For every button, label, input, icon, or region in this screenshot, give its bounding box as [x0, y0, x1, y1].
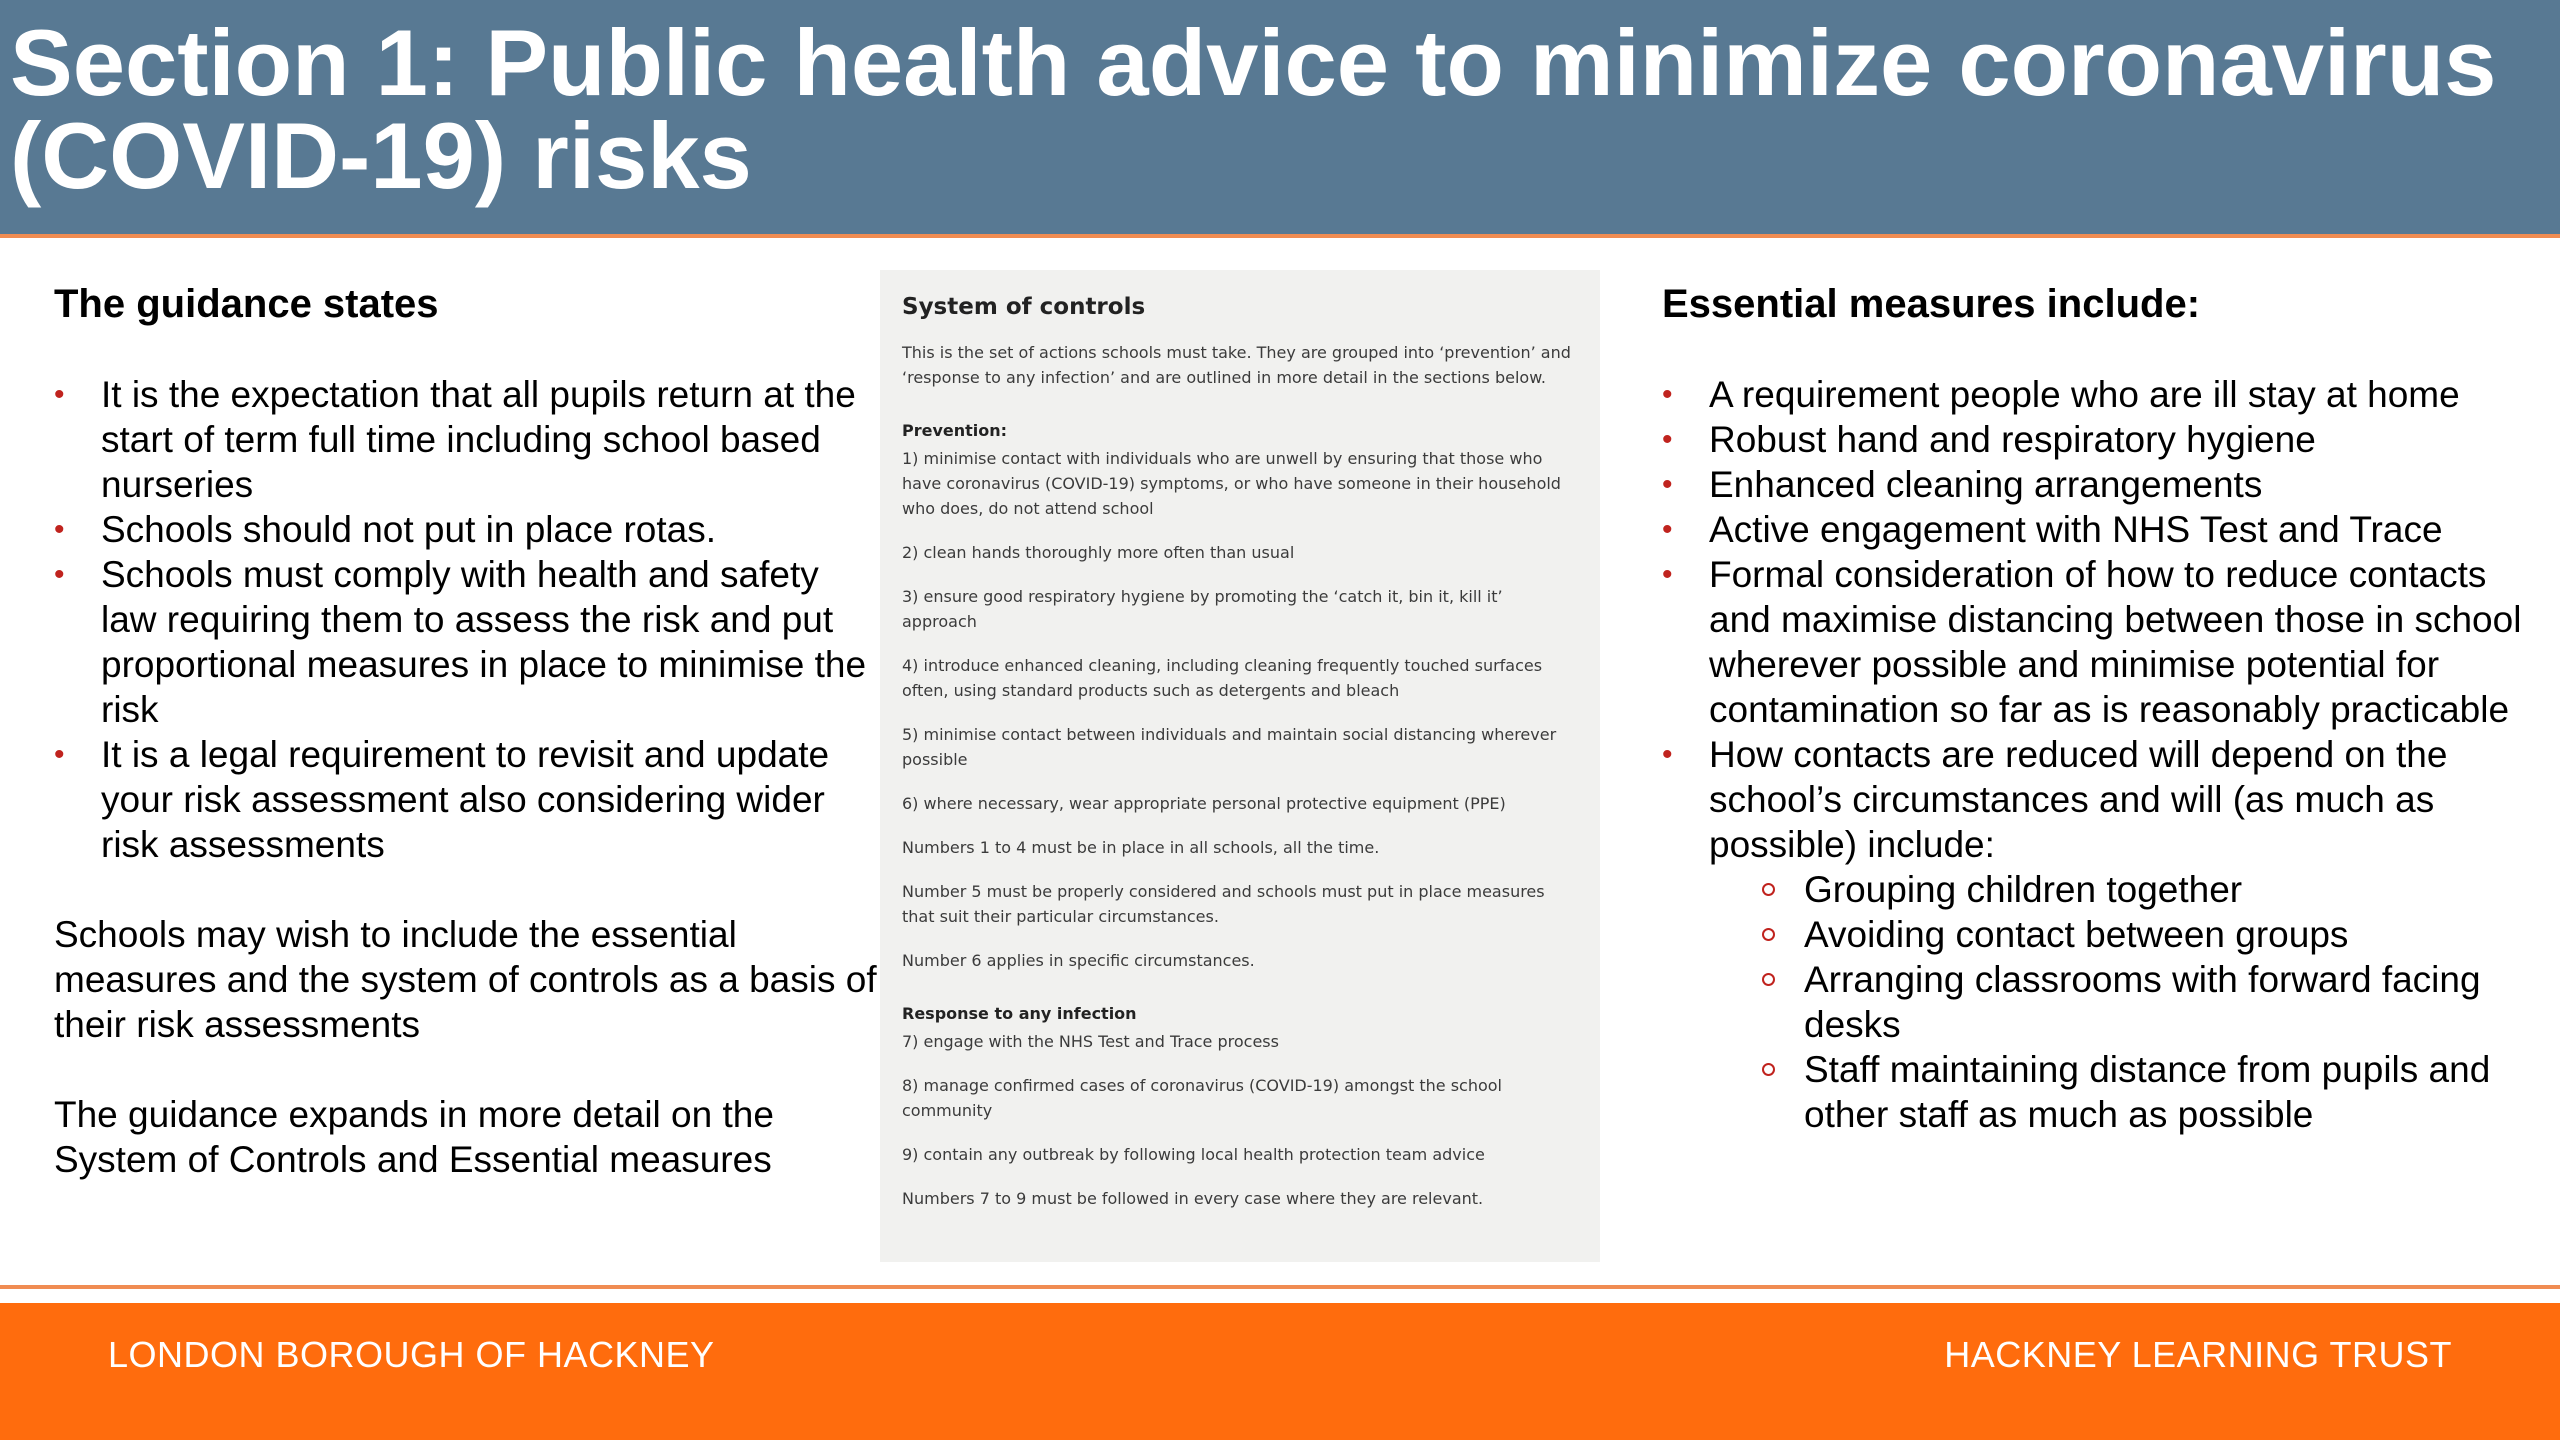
contact-reduction-list — [1709, 867, 2522, 1137]
header-bar — [0, 0, 2560, 234]
list-item — [54, 732, 884, 867]
essential-measures-list — [1662, 372, 2522, 1137]
response-heading: Response to any infection — [902, 1004, 1137, 1023]
list-item-text: Schools should not put in place rotas. — [101, 509, 716, 550]
sub-list-item-text: Grouping children together — [1804, 869, 2243, 910]
header-divider — [0, 234, 2560, 238]
panel-content — [902, 292, 1582, 1230]
list-item-text: Schools must comply with health and safety law requiring them to assess the risk and put proportional measures in place to minimise the risk — [101, 554, 867, 730]
footer-divider — [0, 1285, 2560, 1289]
list-item-text: Active engagement with NHS Test and Trace — [1709, 509, 2443, 550]
list-item-text: How contacts are reduced will depend on the school’s circumstances and will (as much as possible) include: — [1709, 734, 2448, 865]
list-item — [1662, 372, 2522, 417]
circle-bullet-icon — [1762, 973, 1775, 986]
circle-bullet-icon — [1762, 1063, 1775, 1076]
essential-measures-column — [1662, 276, 2522, 1137]
bullet-icon: • — [1662, 558, 1673, 591]
sub-list-item — [1804, 867, 2522, 912]
footer-council-name: LONDON BOROUGH OF HACKNEY — [108, 1334, 715, 1375]
list-item — [54, 552, 884, 732]
sub-list-item-text: Staff maintaining distance from pupils and other staff as much as possible — [1804, 1049, 2491, 1135]
response-note: Numbers 7 to 9 must be followed in every case where they are relevant. — [902, 1189, 1484, 1208]
prevention-note: Numbers 1 to 4 must be in place in all schools, all the time. — [902, 838, 1380, 857]
list-item — [1662, 417, 2522, 462]
guidance-column — [54, 276, 884, 1182]
panel-title: System of controls — [902, 294, 1146, 320]
list-item — [1662, 462, 2522, 507]
bullet-icon: • — [54, 513, 65, 546]
guidance-heading: The guidance states — [54, 282, 439, 326]
list-item-text: It is the expectation that all pupils return at the start of term full time including school based nurseries — [101, 374, 856, 505]
list-item — [54, 507, 884, 552]
panel-intro: This is the set of actions schools must take. They are grouped into ‘prevention’ and ‘response to any infection’ and are outlined in more detail in the sections below. — [902, 343, 1571, 387]
guidance-list — [54, 372, 884, 867]
prevention-note: Number 5 must be properly considered and schools must put in place measures that suit their particular circumstances. — [902, 882, 1545, 926]
list-item — [1662, 507, 2522, 552]
bullet-icon: • — [1662, 423, 1673, 456]
guidance-paragraph-risk: Schools may wish to include the essential measures and the system of controls as a basis of their risk assessments — [54, 914, 877, 1045]
list-item — [54, 372, 884, 507]
prevention-item: 4) introduce enhanced cleaning, including cleaning frequently touched surfaces often, using standard products such as detergents and bleach — [902, 656, 1543, 700]
prevention-heading: Prevention: — [902, 421, 1008, 440]
circle-bullet-icon — [1762, 883, 1775, 896]
bullet-icon: • — [54, 738, 65, 771]
sub-list-item — [1804, 912, 2522, 957]
list-item — [1662, 732, 2522, 1137]
bullet-icon: • — [54, 378, 65, 411]
bullet-icon: • — [1662, 468, 1673, 501]
bullet-icon: • — [1662, 378, 1673, 411]
sub-list-item-text: Arranging classrooms with forward facing desks — [1804, 959, 2481, 1045]
list-item-text: It is a legal requirement to revisit and update your risk assessment also considering wider risk assessments — [101, 734, 830, 865]
bullet-icon: • — [1662, 738, 1673, 771]
response-item: 8) manage confirmed cases of coronavirus (COVID-19) amongst the school community — [902, 1076, 1502, 1120]
list-item-text: Enhanced cleaning arrangements — [1709, 464, 2263, 505]
sub-list-item — [1804, 1047, 2522, 1137]
response-item: 9) contain any outbreak by following local health protection team advice — [902, 1145, 1485, 1164]
prevention-item: 6) where necessary, wear appropriate personal protective equipment (PPE) — [902, 794, 1506, 813]
page-title: Section 1: Public health advice to minimize coronavirus (COVID-19) risks — [10, 10, 2497, 208]
sub-list-item-text: Avoiding contact between groups — [1804, 914, 2349, 955]
prevention-item: 5) minimise contact between individuals and maintain social distancing wherever possible — [902, 725, 1557, 769]
footer-trust-name: HACKNEY LEARNING TRUST — [1944, 1334, 2452, 1375]
essential-measures-heading: Essential measures include: — [1662, 282, 2201, 326]
bullet-icon: • — [54, 558, 65, 591]
prevention-item: 3) ensure good respiratory hygiene by promoting the ‘catch it, bin it, kill it’ approach — [902, 587, 1503, 631]
circle-bullet-icon — [1762, 928, 1775, 941]
sub-list-item — [1804, 957, 2522, 1047]
prevention-item: 2) clean hands thoroughly more often than usual — [902, 543, 1295, 562]
list-item-text: Robust hand and respiratory hygiene — [1709, 419, 2316, 460]
system-of-controls-panel — [880, 270, 1600, 1262]
prevention-item: 1) minimise contact with individuals who are unwell by ensuring that those who have coronavirus (COVID-19) symptoms, or who have someone in their household who does, do not attend school — [902, 449, 1561, 518]
list-item — [1662, 552, 2522, 732]
prevention-note: Number 6 applies in specific circumstances. — [902, 951, 1255, 970]
bullet-icon: • — [1662, 513, 1673, 546]
list-item-text: Formal consideration of how to reduce contacts and maximise distancing between those in school wherever possible and minimise potential for contamination so far as is reasonably practicable — [1709, 554, 2522, 730]
footer-bar — [0, 1303, 2560, 1440]
response-item: 7) engage with the NHS Test and Trace process — [902, 1032, 1279, 1051]
guidance-paragraph-detail: The guidance expands in more detail on the System of Controls and Essential measures — [54, 1094, 774, 1180]
list-item-text: A requirement people who are ill stay at home — [1709, 374, 2460, 415]
